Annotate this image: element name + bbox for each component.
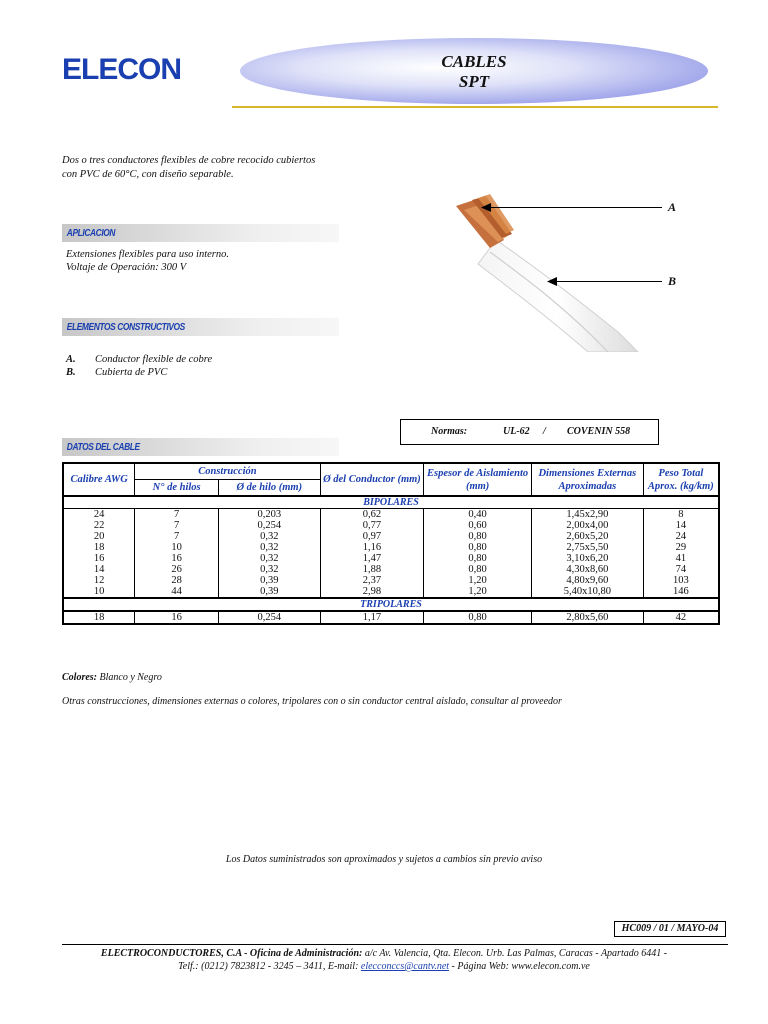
table-row	[63, 564, 719, 575]
callout-label-b: B	[668, 274, 677, 288]
cell: 1,20	[424, 586, 532, 598]
col-peso: Peso Total Aprox. (kg/km)	[643, 463, 719, 496]
cell: 2,37	[320, 575, 424, 586]
cell: 0,203	[218, 509, 320, 521]
cable-data-table	[62, 462, 720, 625]
cell: 0,32	[218, 564, 320, 575]
item-key: B.	[66, 367, 76, 378]
group-label-tripolares: TRIPOLARES	[63, 598, 719, 611]
footer-company: ELECTROCONDUCTORES, C.A - Oficina de Administración:	[100, 948, 363, 959]
cell: 0,77	[320, 520, 424, 531]
cell: 4,80x9,60	[531, 575, 643, 586]
col-diametro-hilo: Ø de hilo (mm)	[218, 480, 320, 497]
cell: 10	[93, 586, 105, 597]
group-row-bipolares	[63, 496, 719, 509]
col-calibre: Calibre AWG	[63, 463, 135, 496]
arrow-head-b-icon	[547, 277, 557, 286]
cell: 28	[135, 575, 219, 586]
item-text: Cubierta de PVC	[95, 367, 168, 378]
table-row	[63, 542, 719, 553]
item-text: Conductor flexible de cobre	[95, 354, 213, 365]
cell: 0,80	[424, 611, 532, 624]
other-constructions-note: Otras construcciones, dimensiones externas o colores, tripolares con o sin conductor central aislado, consultar al proveedor	[62, 696, 562, 707]
cell: 4,30x8,60	[531, 564, 643, 575]
table-body	[63, 496, 719, 624]
footer	[0, 947, 768, 973]
cell: 146	[643, 586, 719, 598]
elementos-list	[66, 353, 212, 379]
item-key: A.	[66, 354, 76, 365]
cell: 2,60x5,20	[531, 531, 643, 542]
footer-divider	[62, 944, 728, 945]
cell: 5,40x10,80	[531, 586, 643, 598]
cell: 0,80	[424, 542, 532, 553]
group-row-tripolares	[63, 598, 719, 611]
cell: 2,00x4,00	[531, 520, 643, 531]
table-row	[63, 586, 719, 598]
description-line-2: con PVC de 60°C, con diseño separable.	[62, 169, 234, 180]
cell: 1,17	[320, 611, 424, 624]
section-datos-title: DATOS DEL CABLE	[66, 441, 140, 453]
page-title	[240, 52, 708, 92]
col-construccion: Construcción	[135, 463, 320, 480]
table-row	[63, 575, 719, 586]
cell: 18	[63, 611, 135, 624]
cell: 16	[135, 553, 219, 564]
cell: 0,39	[218, 586, 320, 598]
document-code: HC009 / 01 / MAYO-04	[614, 921, 726, 937]
cell: 3,10x6,20	[531, 553, 643, 564]
aplicacion-line-2: Voltaje de Operación: 300 V	[66, 262, 187, 273]
cell: 103	[643, 575, 719, 586]
section-elementos-title: ELEMENTOS CONSTRUCTIVOS	[66, 321, 185, 333]
cell: 20	[93, 531, 105, 542]
cell: 14	[643, 520, 719, 531]
cell: 14	[93, 564, 105, 575]
list-item	[66, 353, 212, 366]
header-divider	[232, 106, 718, 108]
normas-separator: /	[543, 426, 546, 437]
normas-std-2: COVENIN 558	[567, 426, 631, 437]
cell: 0,97	[320, 531, 424, 542]
cell: 24	[643, 531, 719, 542]
logo-text: ELECON	[62, 53, 182, 86]
title-line-2: SPT	[458, 72, 490, 91]
cell: 7	[135, 520, 219, 531]
section-datos	[62, 438, 339, 456]
footer-phone: Telf.: (0212) 7823812 - 3245 – 3411, E-mail:	[178, 961, 361, 972]
cable-jacket	[478, 240, 638, 352]
cell: 1,16	[320, 542, 424, 553]
cell: 0,32	[218, 531, 320, 542]
cable-photo	[438, 192, 650, 352]
table-header-row	[63, 463, 719, 480]
normas-box	[400, 419, 659, 445]
normas-std-1: UL-62	[503, 426, 530, 437]
cell: 22	[93, 520, 105, 531]
cell: 0,60	[424, 520, 532, 531]
aplicacion-line-1: Extensiones flexibles para uso interno.	[66, 249, 230, 260]
cell: 1,20	[424, 575, 532, 586]
cell: 29	[643, 542, 719, 553]
section-aplicacion	[62, 224, 339, 242]
cell: 0,32	[218, 553, 320, 564]
cell: 41	[643, 553, 719, 564]
colors-note	[62, 672, 162, 683]
company-logo	[62, 52, 182, 88]
table-row	[63, 553, 719, 564]
cell: 2,75x5,50	[531, 542, 643, 553]
callout-line-a	[486, 207, 662, 208]
cell: 42	[643, 611, 719, 624]
footer-address: a/c Av. Valencia, Qta. Elecon. Urb. Las Palmas, Caracas - Apartado 6441 -	[362, 948, 668, 959]
col-n-hilos: N° de hilos	[135, 480, 219, 497]
cell: 2,80x5,60	[531, 611, 643, 624]
col-dimensiones: Dimensiones Externas Aproximadas	[531, 463, 643, 496]
col-espesor: Espesor de Aislamiento (mm)	[424, 463, 532, 496]
cell: 0,254	[218, 520, 320, 531]
description-line-1: Dos o tres conductores flexibles de cobre recocido cubiertos	[62, 155, 316, 166]
cell: 74	[643, 564, 719, 575]
section-elementos	[62, 318, 339, 336]
table-row	[63, 520, 719, 531]
cell: 0,62	[320, 509, 424, 521]
footer-line-1	[0, 947, 768, 960]
callout-label-a: A	[668, 200, 677, 214]
normas-label: Normas:	[431, 426, 468, 437]
cell: 10	[135, 542, 219, 553]
arrow-head-a-icon	[481, 203, 491, 212]
cell: 1,88	[320, 564, 424, 575]
cell: 44	[135, 586, 219, 598]
cell: 0,254	[218, 611, 320, 624]
section-aplicacion-title: APLICACION	[66, 227, 116, 239]
table-row	[63, 509, 719, 521]
col-diametro-conductor: Ø del Conductor (mm)	[320, 463, 424, 496]
footer-line-2	[0, 960, 768, 973]
cell: 1,47	[320, 553, 424, 564]
cell: 0,32	[218, 542, 320, 553]
cell: 16	[135, 611, 219, 624]
cell: 0,80	[424, 531, 532, 542]
disclaimer: Los Datos suministrados son aproximados y sujetos a cambios sin previo aviso	[225, 854, 543, 865]
email-link[interactable]: elecconccs@cantv.net	[360, 961, 450, 972]
colors-label: Colores:	[62, 672, 97, 683]
cell: 24	[93, 509, 105, 520]
cell: 0,80	[424, 553, 532, 564]
cell: 0,80	[424, 564, 532, 575]
cell: 2,98	[320, 586, 424, 598]
cell: 7	[135, 509, 219, 521]
product-description	[62, 154, 352, 182]
group-label-bipolares: BIPOLARES	[63, 496, 719, 509]
cell: 16	[93, 553, 105, 564]
callout-line-b	[552, 281, 662, 282]
cell: 26	[135, 564, 219, 575]
table-row	[63, 531, 719, 542]
title-line-1: CABLES	[441, 52, 507, 71]
cell: 8	[643, 509, 719, 521]
table-row	[63, 611, 719, 624]
cell: 1,45x2,90	[531, 509, 643, 521]
cell: 12	[93, 575, 105, 586]
footer-web: - Página Web: www.elecon.com.ve	[449, 961, 590, 972]
aplicacion-text	[66, 248, 229, 274]
cell: 7	[135, 531, 219, 542]
cell: 0,39	[218, 575, 320, 586]
colors-value: Blanco y Negro	[97, 672, 162, 683]
cell: 18	[93, 542, 105, 553]
cell: 0,40	[424, 509, 532, 521]
list-item	[66, 366, 212, 379]
